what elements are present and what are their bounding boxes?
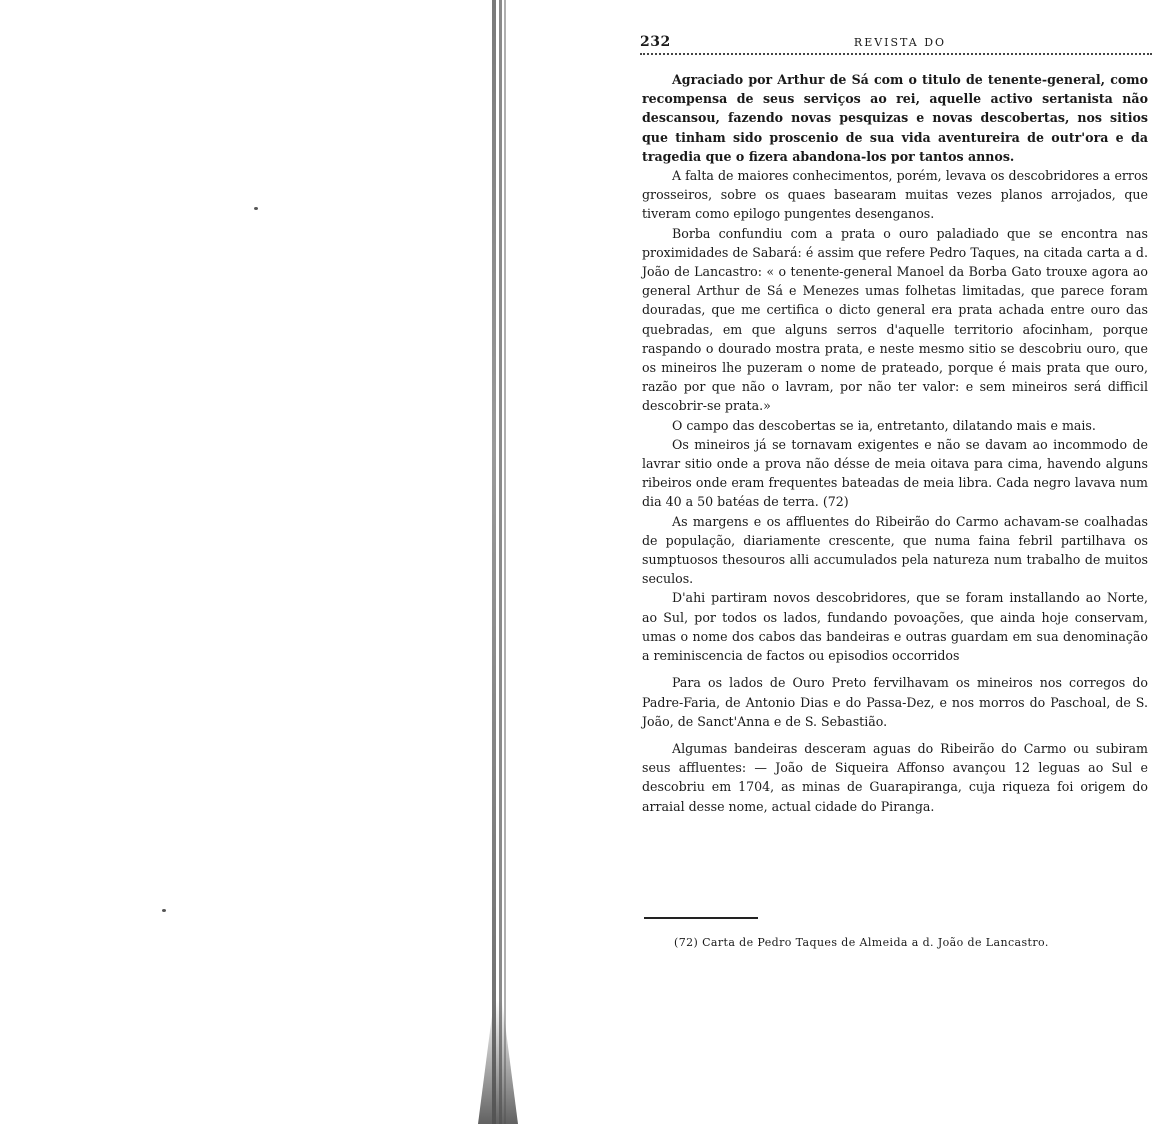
footnote-rule bbox=[644, 917, 758, 919]
paragraph: Borba confundiu com a prata o ouro paladiado que se encontra nas proximidades de Sabará: é assim que refere Pedro Taques, na citada carta a d. João de Lancastro: « o tenente-general Manoel da Borba Gato trouxe agora ao general Arthur de Sá e Menezes umas folhetas limitadas, que parece foram douradas, que me certifica o dicto general era prata achada entre ouro das quebradas, em que alguns serros d'aquelle territorio afocinham, porque raspando o dourado mostra prata, e neste mesmo sitio se descobriu ouro, que os mineiros lhe puzeram o nome de prateado, porque é mais prata que ouro, razão por que não o lavram, por não ter valor: e sem mineiros será difficil descobrir-se prata.» bbox=[642, 225, 1148, 414]
gutter-fold bbox=[504, 0, 506, 1124]
page-speck bbox=[162, 909, 166, 912]
page-speck bbox=[254, 207, 258, 210]
book-gutter bbox=[488, 0, 518, 1124]
paragraph: D'ahi partiram novos descobridores, que se foram installando ao Norte, ao Sul, por todos os lados, fundando povoações, que ainda hoje conservam, umas o nome dos cabos das bandeiras e outras guardam em sua denominação a reminiscencia de factos ou episodios occorridos bbox=[642, 590, 1148, 664]
paragraph: Algumas bandeiras desceram aguas do Ribeirão do Carmo ou subiram seus affluentes: — João de Siqueira Affonso avançou 12 leguas ao Sul e descobriu em 1704, as minas de Guarapiranga, cuja riqueza foi origem do arraial desse nome, actual cidade do Piranga. bbox=[642, 740, 1148, 814]
paragraph: Agraciado por Arthur de Sá com o titulo de tenente-general, como recompensa de seus serviços ao rei, aquelle activo sertanista não descansou, fazendo novas pesquizas e novas descobertas, nos sitios que tinham sido proscenio de sua vida aventureira de outr'ora e da tragedia que o fizera abandona-los por tantos annos. bbox=[642, 72, 1148, 164]
running-title: REVISTA DO bbox=[853, 36, 947, 49]
left-page-blank bbox=[0, 0, 490, 1124]
gutter-fold bbox=[492, 0, 496, 1124]
paragraph: A falta de maiores conhecimentos, porém, levava os descobridores a erros grosseiros, sobre os quaes basearam muitas vezes planos arrojados, que tiveram como epilogo pungentes desenganos. bbox=[642, 168, 1148, 222]
header-rule bbox=[640, 53, 1152, 55]
paragraph: As margens e os affluentes do Ribeirão do Carmo achavam-se coalhadas de população, diariamente crescente, que numa faina febril partilhava os sumptuosos thesouros alli accumulados pela natureza num trabalho de muitos seculos. bbox=[642, 513, 1148, 587]
paragraph: Para os lados de Ouro Preto fervilhavam os mineiros nos corregos do Padre-Faria, de Antonio Dias e do Passa-Dez, e nos morros do Paschoal, de S. João, de Sanct'Anna e de S. Sebastião. bbox=[642, 675, 1148, 729]
page-header bbox=[640, 34, 1160, 54]
page-number: 232 bbox=[640, 34, 671, 50]
paragraph: O campo das descobertas se ia, entretanto, dilatando mais e mais. bbox=[672, 417, 1096, 433]
right-page bbox=[560, 0, 1168, 1124]
body-text bbox=[642, 70, 1148, 816]
footnote: (72) Carta de Pedro Taques de Almeida a d. João de Lancastro. bbox=[674, 936, 1049, 949]
paragraph: Os mineiros já se tornavam exigentes e não se davam ao incommodo de lavrar sitio onde a prova não désse de meia oitava para cima, havendo alguns ribeiros onde eram frequentes bateadas de meia libra. Cada negro lavava num dia 40 a 50 batéas de terra. (72) bbox=[642, 436, 1148, 510]
gutter-fold bbox=[499, 0, 502, 1124]
